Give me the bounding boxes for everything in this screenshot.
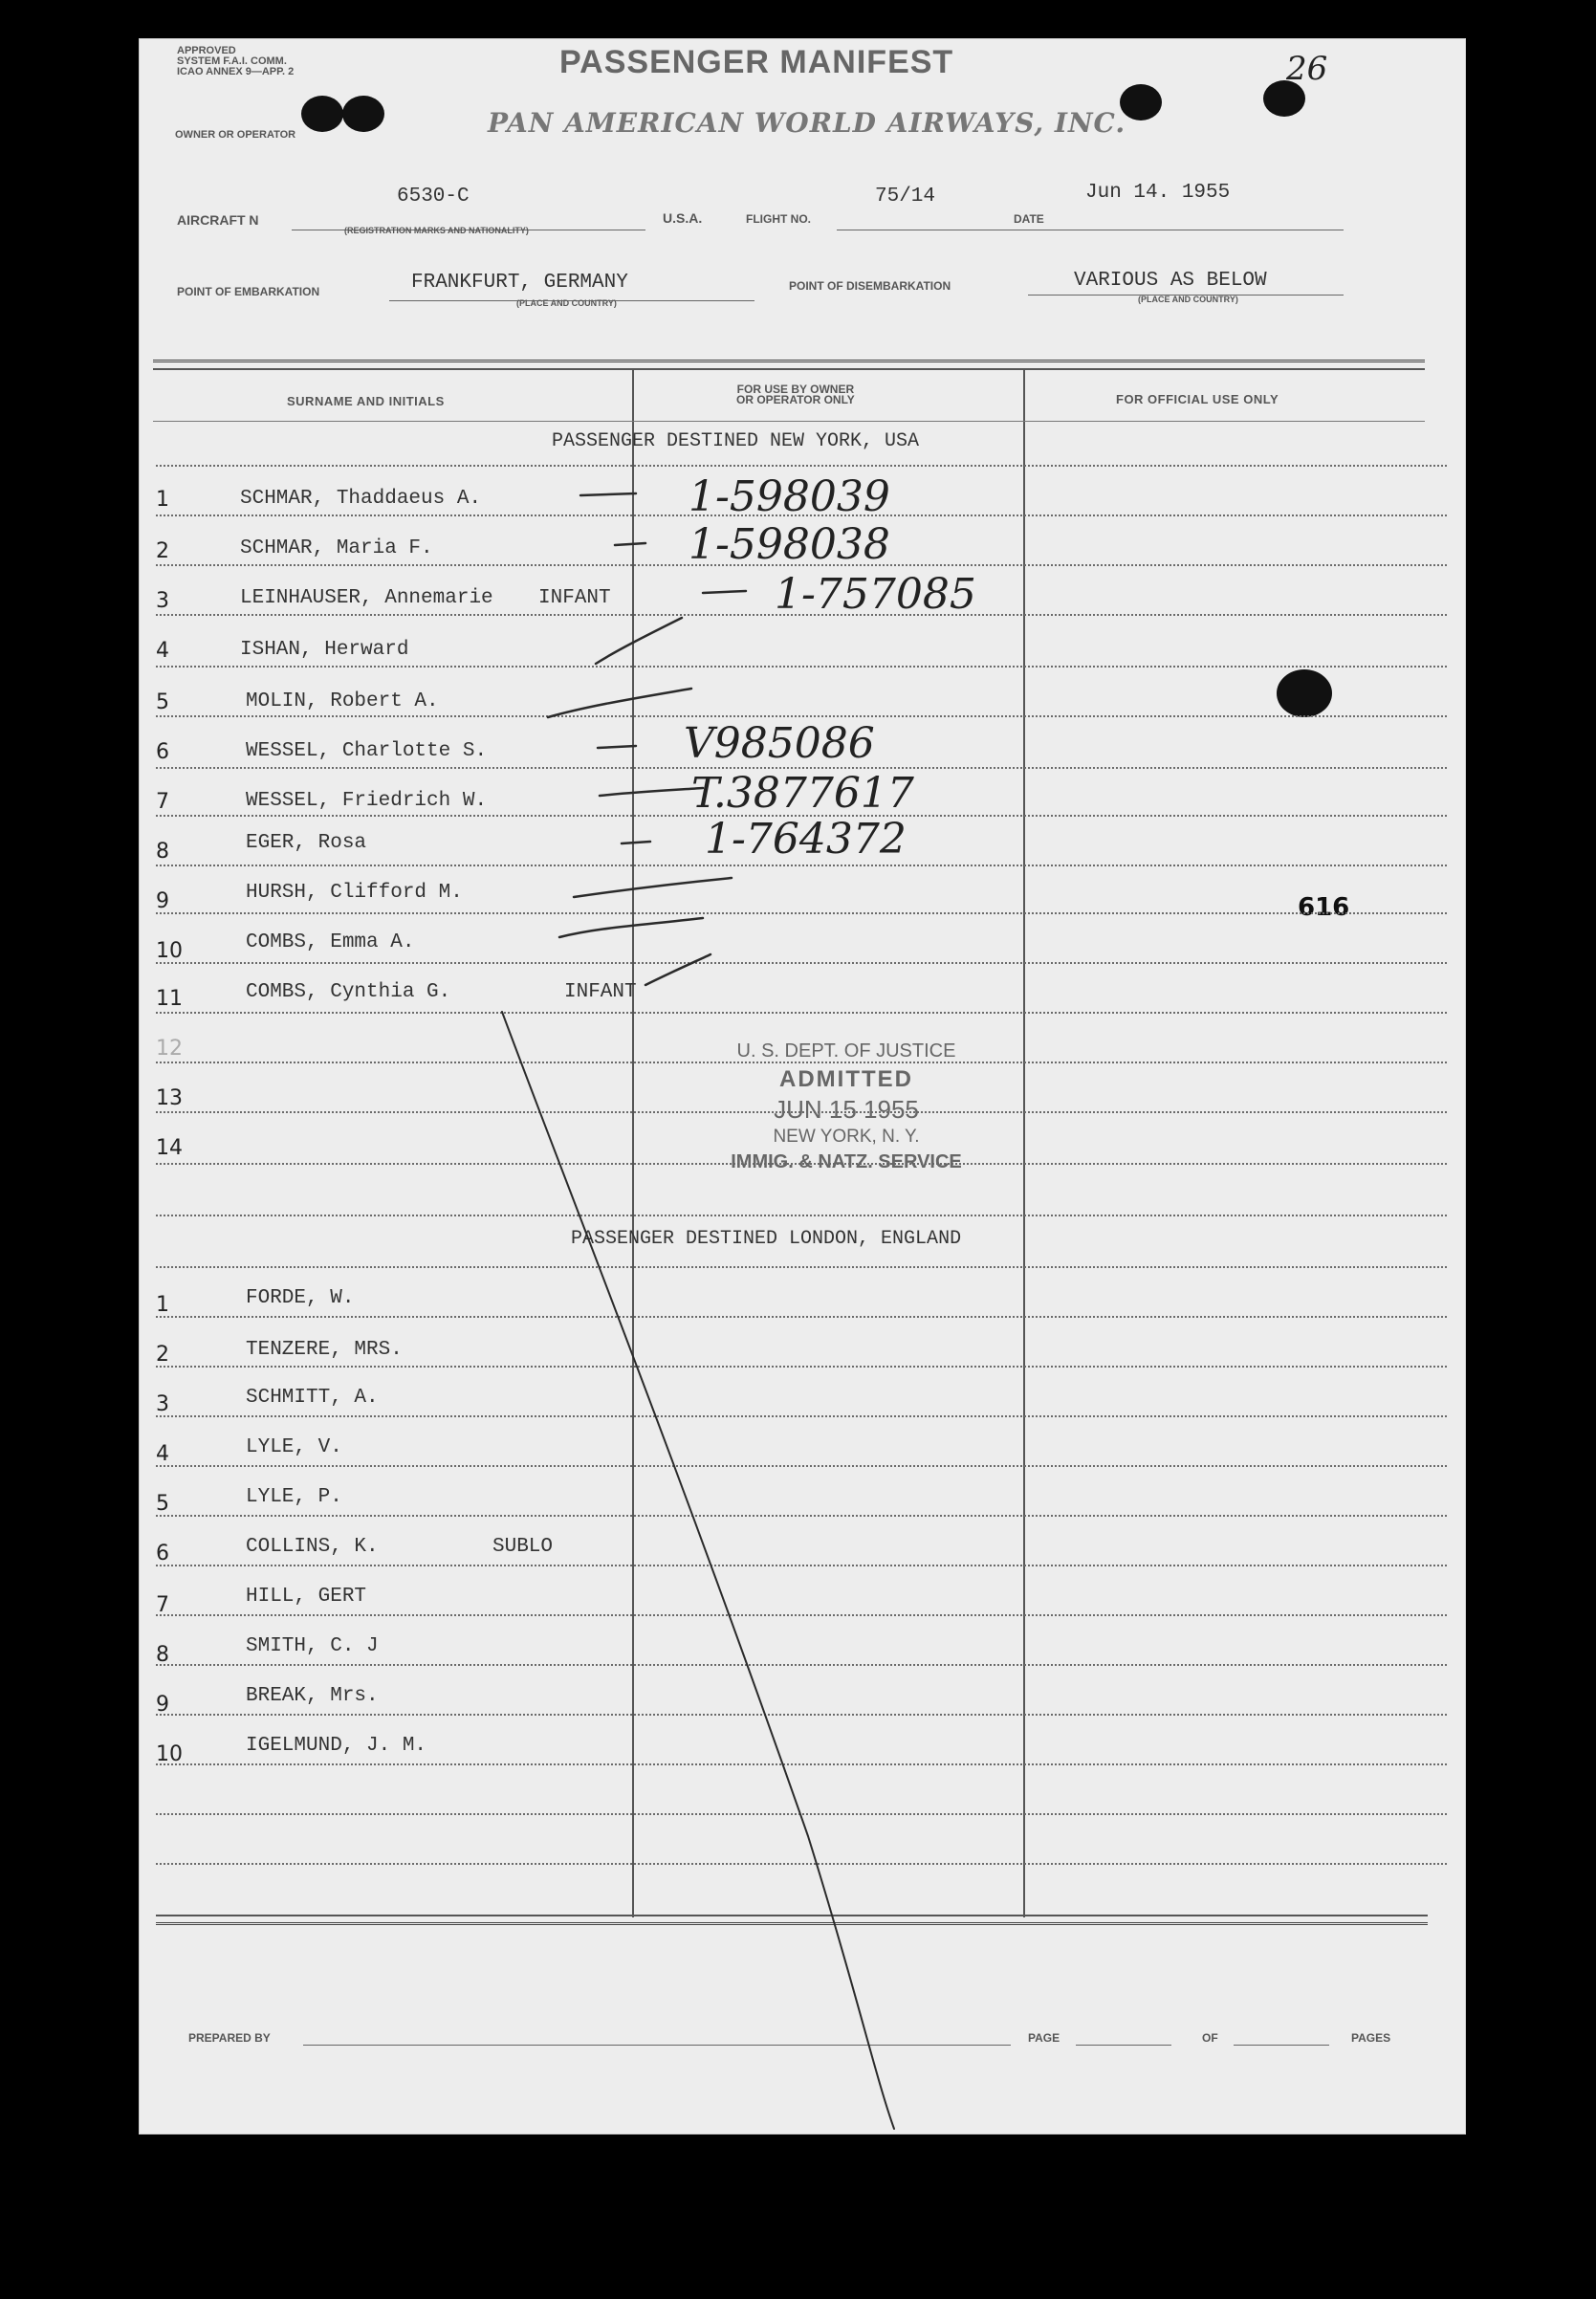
passenger-name: SCHMITT, A. bbox=[246, 1387, 379, 1409]
passenger-name: ISHAN, Herward bbox=[240, 639, 409, 661]
row-number: 11 bbox=[156, 987, 183, 1011]
approval-line: SYSTEM F.A.I. COMM. bbox=[177, 55, 287, 67]
passenger-note: INFANT bbox=[538, 587, 611, 609]
pen-dash bbox=[600, 788, 703, 796]
row-number: 3 bbox=[156, 589, 169, 613]
stamp-line: ADMITTED bbox=[779, 1066, 913, 1092]
row-number: 12 bbox=[156, 1037, 183, 1061]
stamp-line: IMMIG. & NATZ. SERVICE bbox=[731, 1151, 962, 1172]
disembark-caption: (PLACE AND COUNTRY) bbox=[1138, 295, 1238, 304]
passenger-name: WESSEL, Charlotte S. bbox=[246, 740, 488, 762]
embark-caption: (PLACE AND COUNTRY) bbox=[516, 298, 617, 308]
stamp-line: U. S. DEPT. OF JUSTICE bbox=[736, 1040, 956, 1062]
passenger-name: HURSH, Clifford M. bbox=[246, 882, 463, 904]
pen-dash bbox=[580, 493, 636, 495]
row-number: 1 bbox=[156, 1293, 169, 1317]
passenger-name: LEINHAUSER, Annemarie bbox=[240, 587, 493, 609]
row-number: 6 bbox=[156, 1542, 169, 1566]
passenger-name: SCHMAR, Maria F. bbox=[240, 537, 433, 559]
operator-name: PAN AMERICAN WORLD AIRWAYS, INC. bbox=[488, 107, 1126, 139]
row-number: 7 bbox=[156, 1593, 169, 1617]
row-number: 9 bbox=[156, 1693, 169, 1717]
official-mark: 616 bbox=[1298, 893, 1350, 922]
section-heading-ny: PASSENGER DESTINED NEW YORK, USA bbox=[552, 430, 920, 452]
pen-long-stroke bbox=[502, 1012, 894, 2129]
flight-value: 75/14 bbox=[875, 186, 936, 208]
section-heading-london: PASSENGER DESTINED LONDON, ENGLAND bbox=[571, 1228, 962, 1250]
passenger-note: SUBLO bbox=[492, 1536, 554, 1558]
pen-tick bbox=[559, 918, 703, 937]
pen-dash bbox=[598, 746, 636, 748]
row-number: 2 bbox=[156, 539, 169, 563]
row-number: 5 bbox=[156, 1492, 169, 1516]
row-number: 13 bbox=[156, 1086, 183, 1110]
row-number: 3 bbox=[156, 1392, 169, 1416]
handwritten-number: V985086 bbox=[684, 719, 875, 768]
pen-dash bbox=[622, 842, 650, 843]
row-number: 10 bbox=[156, 939, 183, 963]
stamp-line: NEW YORK, N. Y. bbox=[773, 1127, 920, 1147]
handwritten-number: 1-757085 bbox=[775, 570, 976, 619]
row-number: 4 bbox=[156, 1442, 169, 1466]
column-header-owner-line: FOR USE BY OWNER bbox=[736, 383, 855, 396]
pages-label: PAGES bbox=[1351, 2031, 1391, 2045]
row-number: 8 bbox=[156, 1643, 169, 1667]
row-number: 1 bbox=[156, 488, 169, 512]
row-number: 10 bbox=[156, 1742, 183, 1766]
page-label: PAGE bbox=[1028, 2031, 1060, 2045]
passenger-name: TENZERE, MRS. bbox=[246, 1339, 403, 1361]
aircraft-label: AIRCRAFT N bbox=[177, 212, 259, 228]
column-header-surname: SURNAME AND INITIALS bbox=[287, 394, 445, 408]
handwritten-number: 1-764372 bbox=[705, 815, 907, 864]
passenger-name: LYLE, P. bbox=[246, 1486, 342, 1508]
approval-line: APPROVED bbox=[177, 45, 236, 56]
column-header-official: FOR OFFICIAL USE ONLY bbox=[1116, 392, 1279, 406]
passenger-note: INFANT bbox=[564, 981, 637, 1003]
passenger-name: SMITH, C. J bbox=[246, 1635, 379, 1657]
passenger-name: COMBS, Cynthia G. bbox=[246, 981, 451, 1003]
row-number: 6 bbox=[156, 740, 169, 764]
column-header-owner-line: OR OPERATOR ONLY bbox=[736, 393, 855, 406]
passenger-name: MOLIN, Robert A. bbox=[246, 690, 439, 712]
row-number: 9 bbox=[156, 889, 169, 913]
passenger-name: WESSEL, Friedrich W. bbox=[246, 790, 488, 812]
owner-label: OWNER OR OPERATOR bbox=[175, 129, 296, 141]
passenger-name: SCHMAR, Thaddaeus A. bbox=[240, 488, 482, 510]
row-number: 5 bbox=[156, 690, 169, 714]
disembark-label: POINT OF DISEMBARKATION bbox=[789, 279, 951, 293]
date-value: Jun 14. 1955 bbox=[1085, 182, 1231, 204]
aircraft-value: 6530-C bbox=[397, 186, 470, 208]
passenger-name: IGELMUND, J. M. bbox=[246, 1735, 427, 1757]
passenger-name: COLLINS, K. bbox=[246, 1536, 379, 1558]
prepared-by-label: PREPARED BY bbox=[188, 2031, 271, 2045]
passenger-name: COMBS, Emma A. bbox=[246, 931, 415, 953]
pen-tick bbox=[645, 954, 711, 985]
disembark-value: VARIOUS AS BELOW bbox=[1074, 270, 1267, 292]
embark-label: POINT OF EMBARKATION bbox=[177, 285, 320, 298]
passenger-name: EGER, Rosa bbox=[246, 832, 367, 854]
passenger-name: BREAK, Mrs. bbox=[246, 1685, 379, 1707]
pen-tick bbox=[596, 618, 682, 664]
stamp-line: JUN 15 1955 bbox=[774, 1095, 919, 1124]
usa-label: U.S.A. bbox=[663, 210, 703, 226]
row-number: 4 bbox=[156, 639, 169, 663]
pen-strokes bbox=[139, 38, 1466, 2135]
registration-caption: (REGISTRATION MARKS AND NATIONALITY) bbox=[344, 226, 529, 235]
passenger-name: HILL, GERT bbox=[246, 1586, 367, 1608]
passenger-name: LYLE, V. bbox=[246, 1436, 342, 1458]
row-number: 7 bbox=[156, 790, 169, 814]
corner-mark: 26 bbox=[1286, 50, 1328, 88]
embark-value: FRANKFURT, GERMANY bbox=[411, 272, 628, 294]
handwritten-number: 1-598039 bbox=[689, 472, 890, 521]
flight-label: FLIGHT NO. bbox=[746, 212, 811, 226]
manifest-sheet bbox=[139, 38, 1466, 2135]
passenger-name: FORDE, W. bbox=[246, 1287, 355, 1309]
handwritten-number: 1-598038 bbox=[689, 520, 890, 569]
pen-dash bbox=[703, 591, 746, 593]
approval-line: ICAO ANNEX 9—APP. 2 bbox=[177, 66, 295, 77]
row-number: 14 bbox=[156, 1136, 183, 1160]
pen-tick bbox=[548, 689, 691, 717]
date-label: DATE bbox=[1014, 212, 1044, 226]
page-title: PASSENGER MANIFEST bbox=[559, 44, 954, 80]
row-number: 8 bbox=[156, 840, 169, 864]
handwritten-number: T.3877617 bbox=[691, 769, 914, 818]
pen-tick bbox=[574, 878, 732, 897]
row-number: 2 bbox=[156, 1343, 169, 1367]
of-label: OF bbox=[1202, 2031, 1218, 2045]
pen-dash bbox=[615, 543, 645, 545]
